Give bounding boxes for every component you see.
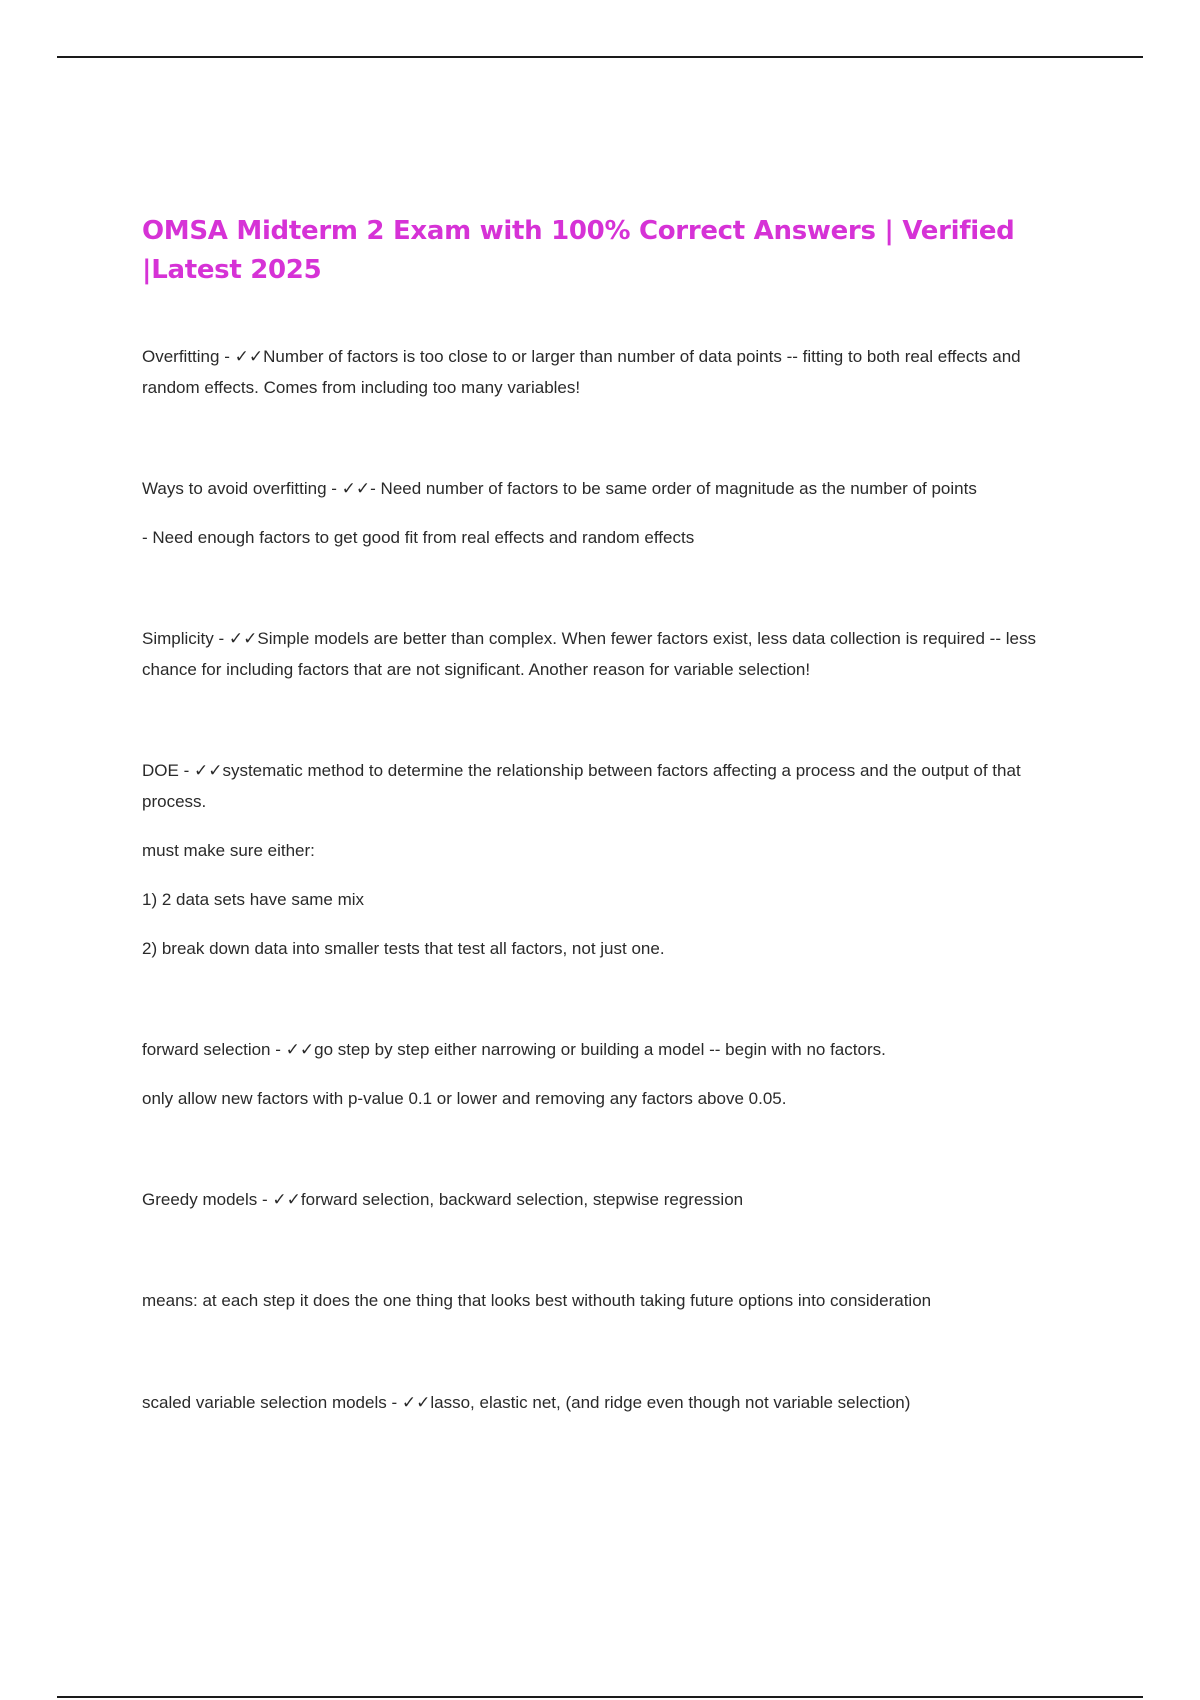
entry-overfitting	[142, 341, 1062, 403]
entry-line	[142, 1387, 1062, 1418]
entry-line: only allow new factors with p-value 0.1 or lower and removing any factors above 0.05.	[142, 1089, 787, 1108]
entry-greedy-models	[142, 1184, 1062, 1215]
footer-rule	[57, 1696, 1143, 1698]
entry-greedy-meaning	[142, 1285, 1062, 1316]
entry-ways-to-avoid-overfitting	[142, 473, 1062, 553]
entry-line	[142, 341, 1062, 403]
entry-scaled-variable-selection	[142, 1387, 1062, 1418]
entry-term: Ways to avoid overfitting	[142, 479, 327, 498]
entry-term: forward selection	[142, 1040, 271, 1059]
entry-line	[142, 1184, 1062, 1215]
document-body	[142, 212, 1062, 1418]
entry-separator: - ✓✓	[270, 1040, 315, 1059]
entry-definition: Simple models are better than complex. When fewer factors exist, less data collection is required -- less chance for including factors that are not significant. Another reason for variable selection!	[142, 629, 1036, 679]
entry-doe	[142, 755, 1062, 964]
entry-term: DOE	[142, 761, 179, 780]
entry-definition: - Need number of factors to be same order of magnitude as the number of points	[370, 479, 977, 498]
entry-separator: - ✓✓	[178, 761, 223, 780]
header-rule	[57, 56, 1143, 58]
entry-line: - Need enough factors to get good fit from real effects and random effects	[142, 528, 695, 547]
entry-definition: systematic method to determine the relationship between factors affecting a process and the output of that process.	[142, 761, 1021, 811]
entry-term: Simplicity	[142, 629, 214, 648]
entry-separator: - ✓✓	[213, 629, 258, 648]
entry-line: means: at each step it does the one thing that looks best withouth taking future options into consideration	[142, 1291, 932, 1310]
entry-separator: - ✓✓	[219, 347, 264, 366]
entry-term: Overfitting	[142, 347, 220, 366]
entry-line	[142, 755, 1062, 817]
entry-definition: lasso, elastic net, (and ridge even though not variable selection)	[430, 1393, 911, 1412]
entry-forward-selection	[142, 1034, 1062, 1114]
entry-line	[142, 1034, 1062, 1065]
entry-line: 1) 2 data sets have same mix	[142, 890, 365, 909]
entry-separator: - ✓✓	[386, 1393, 431, 1412]
entry-simplicity	[142, 623, 1062, 685]
entry-separator: - ✓✓	[257, 1190, 301, 1209]
entry-definition: forward selection, backward selection, stepwise regression	[300, 1190, 744, 1209]
entry-term: scaled variable selection models	[142, 1393, 387, 1412]
entry-definition: Number of factors is too close to or larger than number of data points -- fitting to both real effects and random effects. Comes from including too many variables!	[142, 347, 1021, 397]
entry-line: must make sure either:	[142, 841, 315, 860]
entry-line: 2) break down data into smaller tests that test all factors, not just one.	[142, 939, 665, 958]
entry-term: Greedy models	[142, 1190, 258, 1209]
entry-line	[142, 623, 1062, 685]
entry-separator: - ✓✓	[326, 479, 371, 498]
entry-definition: go step by step either narrowing or building a model -- begin with no factors.	[314, 1040, 886, 1059]
document-title: OMSA Midterm 2 Exam with 100% Correct Answers | Verified |Latest 2025	[142, 216, 1015, 285]
entry-line	[142, 473, 1062, 504]
